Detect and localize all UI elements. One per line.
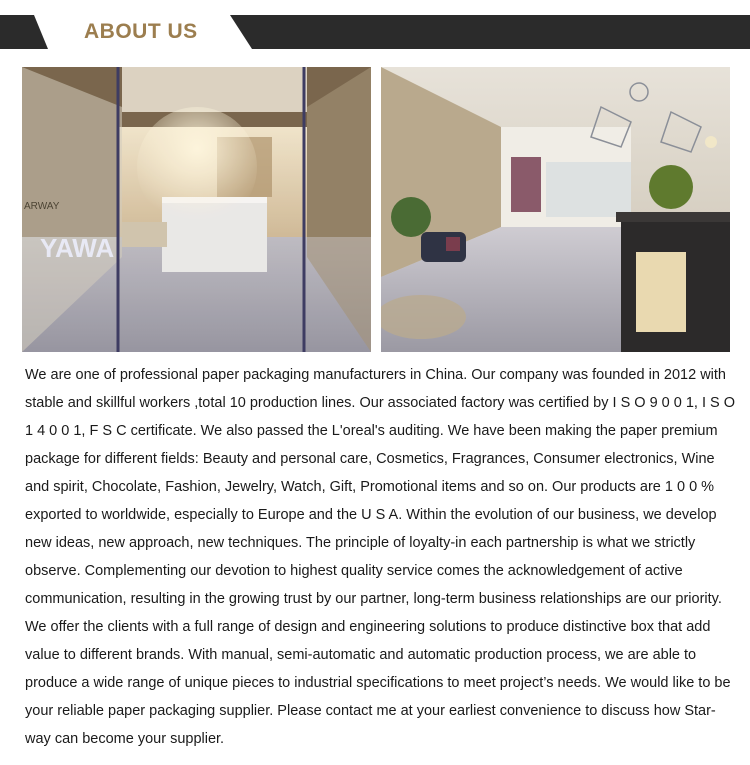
section-title: ABOUT US: [84, 20, 198, 43]
office-entrance-photo: [22, 67, 371, 352]
entrance-logo-text: YAWA: [40, 233, 115, 263]
showroom-lobby-photo: [381, 67, 730, 352]
entrance-sign-text: ARWAY: [24, 201, 60, 212]
about-paragraph: We are one of professional paper packaging manufacturers in China. Our company was founded in 2012 with stable and skillful workers ,total 10 production lines. Our associated factory was certified by I S O 9 0 0 1, I S O 1 4 0 0 1, F S C certificate. We also passed the L'oreal's auditing. We have been making the paper premium package for different fields: Beauty and personal care, Cosmetics, Fragrances, Consumer electronics, Wine and spirit, Chocolate, Fashion, Jewelry, Watch, Gift, Promotional items and so on. Our products are 1 0 0 % exported to worldwide, especially to Europe and the U S A. Within the evolution of our business, we develop new ideas, new approach, new techniques. The principle of loyalty-in each partnership is what we strictly observe. Complementing our devotion to highest quality service comes the acknowledgement of active communication, resulting in the growing trust by our partner, long-term business relationships are our priority. We offer the clients with a full range of design and engineering solutions to produce distinctive box that add value to different brands. With manual, semi-automatic and automatic production process, we are able to produce a wide range of unique pieces to industrial specifications to meet project’s needs. We would like to be your reliable paper packaging supplier. Please contact me at your earliest convenience to discuss how Star-way can become your supplier.: [25, 367, 736, 747]
